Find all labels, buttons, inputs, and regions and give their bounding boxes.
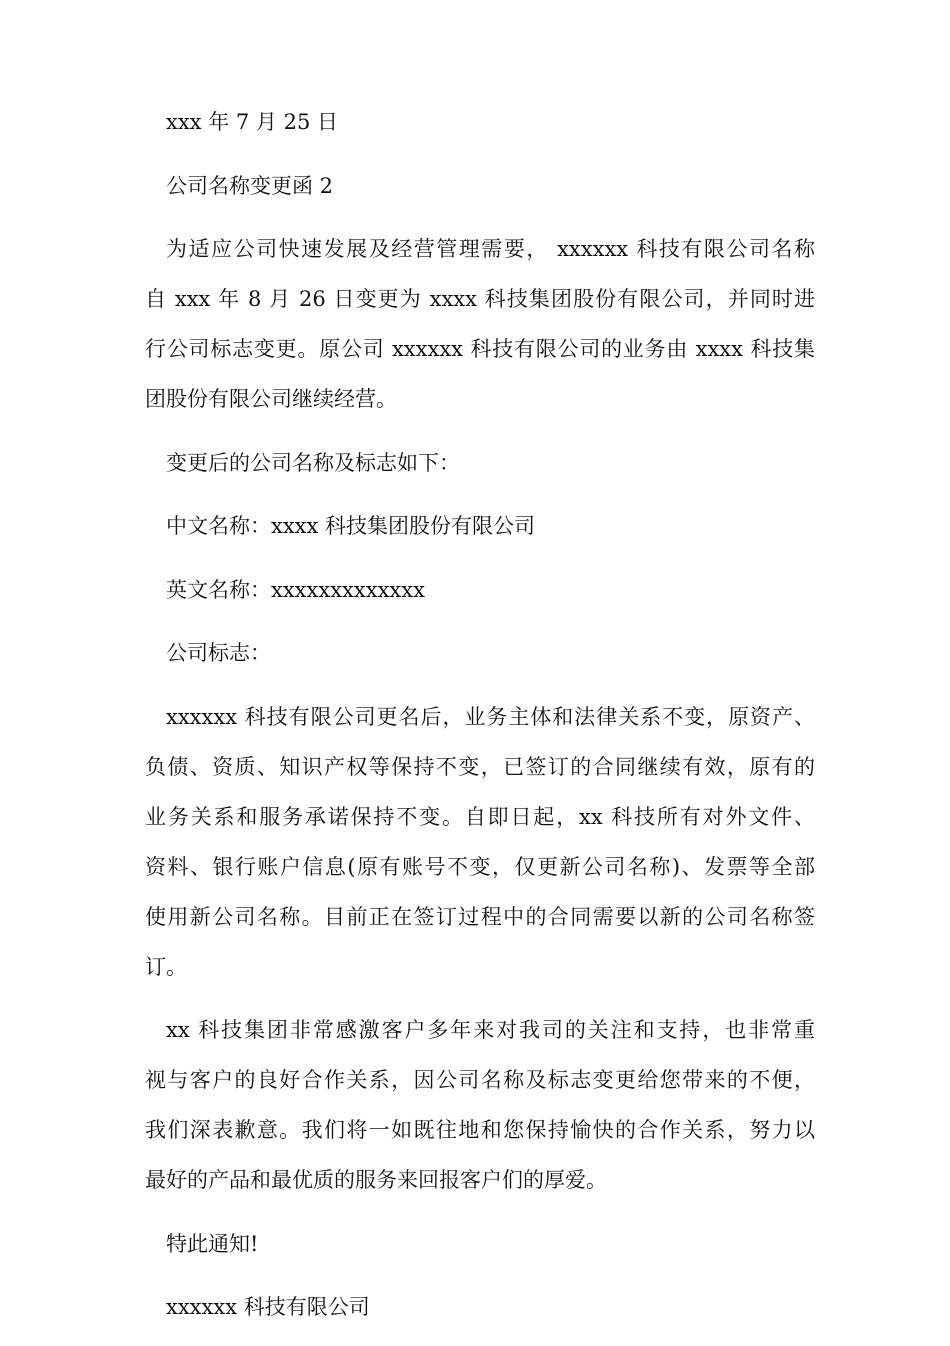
letter-title: 公司名称变更函 2 [166,173,334,198]
chinese-name-line: 中文名称：xxxx 科技集团股份有限公司 [166,514,536,538]
paragraph-line: 为适应公司快速发展及经营管理需要， xxxxxx 科技有限公司名称 [166,237,815,261]
paragraph-line: 我们深表歉意。我们将一如既往地和您保持愉快的合作关系，努力以 [145,1118,815,1142]
paragraph-line: 负债、资质、知识产权等保持不变，已签订的合同继续有效，原有的 [145,754,815,779]
paragraph-line: 团股份有限公司继续经营。 [145,387,397,411]
paragraph-line: 订。 [145,954,187,979]
letter-body [145,97,815,1346]
paragraph-apology [145,1005,815,1205]
paragraph-line: 视与客户的良好合作关系，因公司名称及标志变更给您带来的不便， [145,1068,815,1092]
paragraph-line: xxxxxx 科技有限公司更名后，业务主体和法律关系不变，原资产、 [166,704,815,729]
paragraph-name-change [145,224,815,424]
paragraph-line: 业务关系和服务承诺保持不变。自即日起，xx 科技所有对外文件、 [145,804,815,829]
paragraph-line: 行公司标志变更。原公司 xxxxxx 科技有限公司的业务由 xxxx 科技集 [145,337,815,361]
paragraph-line: 资料、银行账户信息(原有账号不变，仅更新公司名称)、发票等全部 [145,854,815,879]
paragraph-legal-continuity [145,692,815,992]
paragraph-line: xx 科技集团非常感激客户多年来对我司的关注和支持，也非常重 [166,1018,815,1042]
paragraph-line: 最好的产品和最优质的服务来回报客户们的厚爱。 [145,1168,607,1192]
paragraph-line: 使用新公司名称。目前正在签订过程中的合同需要以新的公司名称签 [145,904,815,929]
paragraph-line: 自 xxx 年 8 月 26 日变更为 xxxx 科技集团股份有限公司，并同时进 [145,287,815,311]
letter-date: xxx 年 7 月 25 日 [166,110,338,134]
closing-line: 特此通知! [166,1231,259,1256]
intro-line: 变更后的公司名称及标志如下： [166,450,460,475]
logo-label: 公司标志： [166,641,271,665]
signature-company: xxxxxx 科技有限公司 [166,1295,370,1319]
english-name-line: 英文名称：xxxxxxxxxxxxx [166,577,425,602]
